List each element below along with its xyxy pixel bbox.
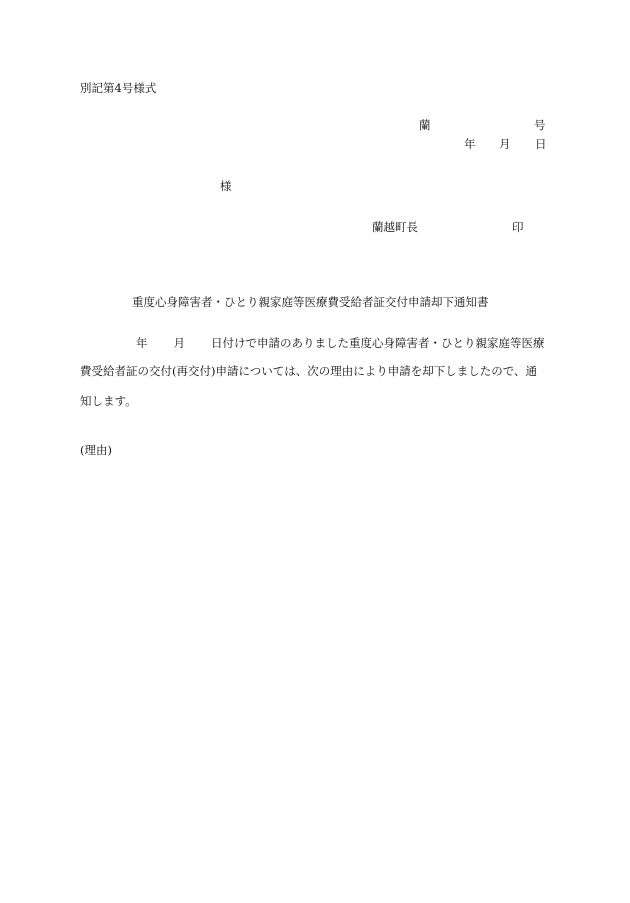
date-year-label: 年: [464, 137, 476, 151]
body-paragraph-line-1: [80, 338, 545, 350]
body-paragraph-line-2: 費受給者証の交付(再交付)申請については、次の理由により申請を却下しましたので、通: [80, 364, 538, 378]
doc-number-suffix: 号: [534, 118, 546, 132]
date-month-label: 月: [499, 137, 511, 151]
doc-number-prefix: 蘭: [419, 118, 431, 132]
issuer-title: 蘭越町長: [372, 220, 418, 234]
body-line-1-text: 日付けで申請のありました重度心身障害者・ひとり親家庭等医療: [211, 336, 545, 350]
seal-mark: 印: [512, 220, 524, 234]
body-paragraph-line-3: 知します。: [80, 394, 137, 408]
body-year-label: 年: [136, 336, 148, 350]
recipient-honorific: 様: [220, 179, 232, 193]
form-label: 別記第4号様式: [80, 81, 157, 95]
document-title: 重度心身障害者・ひとり親家庭等医療費受給者証交付申請却下通知書: [132, 295, 489, 309]
date-day-label: 日: [535, 137, 547, 151]
reason-label: (理由): [80, 443, 112, 457]
body-month-label: 月: [173, 336, 185, 350]
